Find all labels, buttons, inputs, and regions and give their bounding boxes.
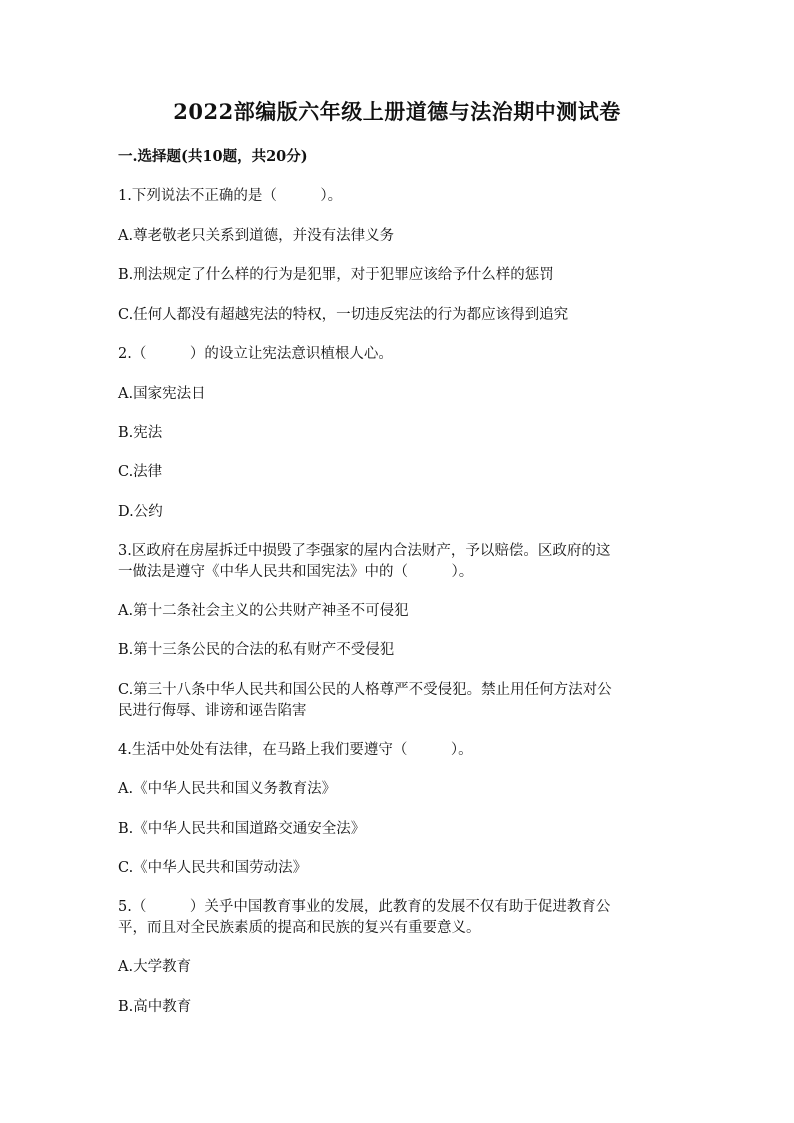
question-2-option-b: B.宪法 <box>118 425 163 441</box>
question-4-option-c: C.《中华人民共和国劳动法》 <box>118 860 308 876</box>
question-1-option-c: C.任何人都没有超越宪法的特权，一切违反宪法的行为都应该得到追究 <box>118 307 569 323</box>
question-3-option-b: B.第十三条公民的合法的私有财产不受侵犯 <box>118 642 395 658</box>
question-2-option-c: C.法律 <box>118 464 163 480</box>
question-5-stem-line-2: 平，而且对全民族素质的提高和民族的复兴有重要意义。 <box>118 920 481 936</box>
question-2-option-a: A.国家宪法日 <box>118 386 206 402</box>
question-5-stem-line-1: 5.（ ）关乎中国教育事业的发展，此教育的发展不仅有助于促进教育公 <box>118 899 611 915</box>
question-5-option-b: B.高中教育 <box>118 999 192 1015</box>
question-1-stem: 1.下列说法不正确的是（ ）。 <box>118 188 343 204</box>
question-2-stem: 2.（ ）的设立让宪法意识植根人心。 <box>118 346 393 362</box>
section-heading: 一.选择题(共10题，共20分) <box>118 148 308 165</box>
question-3-option-c-line-2: 民进行侮辱、诽谤和诬告陷害 <box>118 703 307 719</box>
question-1-option-b: B.刑法规定了什么样的行为是犯罪，对于犯罪应该给予什么样的惩罚 <box>118 267 554 283</box>
question-4-option-b: B.《中华人民共和国道路交通安全法》 <box>118 821 366 837</box>
question-2-option-d: D.公约 <box>118 504 163 520</box>
question-3-stem-line-2: 一做法是遵守《中华人民共和国宪法》中的（ ）。 <box>118 564 474 580</box>
question-4-option-a: A.《中华人民共和国义务教育法》 <box>118 781 337 797</box>
question-1-option-a: A.尊老敬老只关系到道德，并没有法律义务 <box>118 228 395 244</box>
question-5-option-a: A.大学教育 <box>118 959 192 975</box>
question-4-stem: 4.生活中处处有法律，在马路上我们要遵守（ ）。 <box>118 742 473 758</box>
question-3-option-c-line-1: C.第三十八条中华人民共和国公民的人格尊严不受侵犯。禁止用任何方法对公 <box>118 682 612 698</box>
exam-title: 2022部编版六年级上册道德与法治期中测试卷 <box>173 99 621 124</box>
question-3-stem-line-1: 3.区政府在房屋拆迁中损毁了李强家的屋内合法财产，予以赔偿。区政府的这 <box>118 543 611 559</box>
question-3-option-a: A.第十二条社会主义的公共财产神圣不可侵犯 <box>118 603 409 619</box>
